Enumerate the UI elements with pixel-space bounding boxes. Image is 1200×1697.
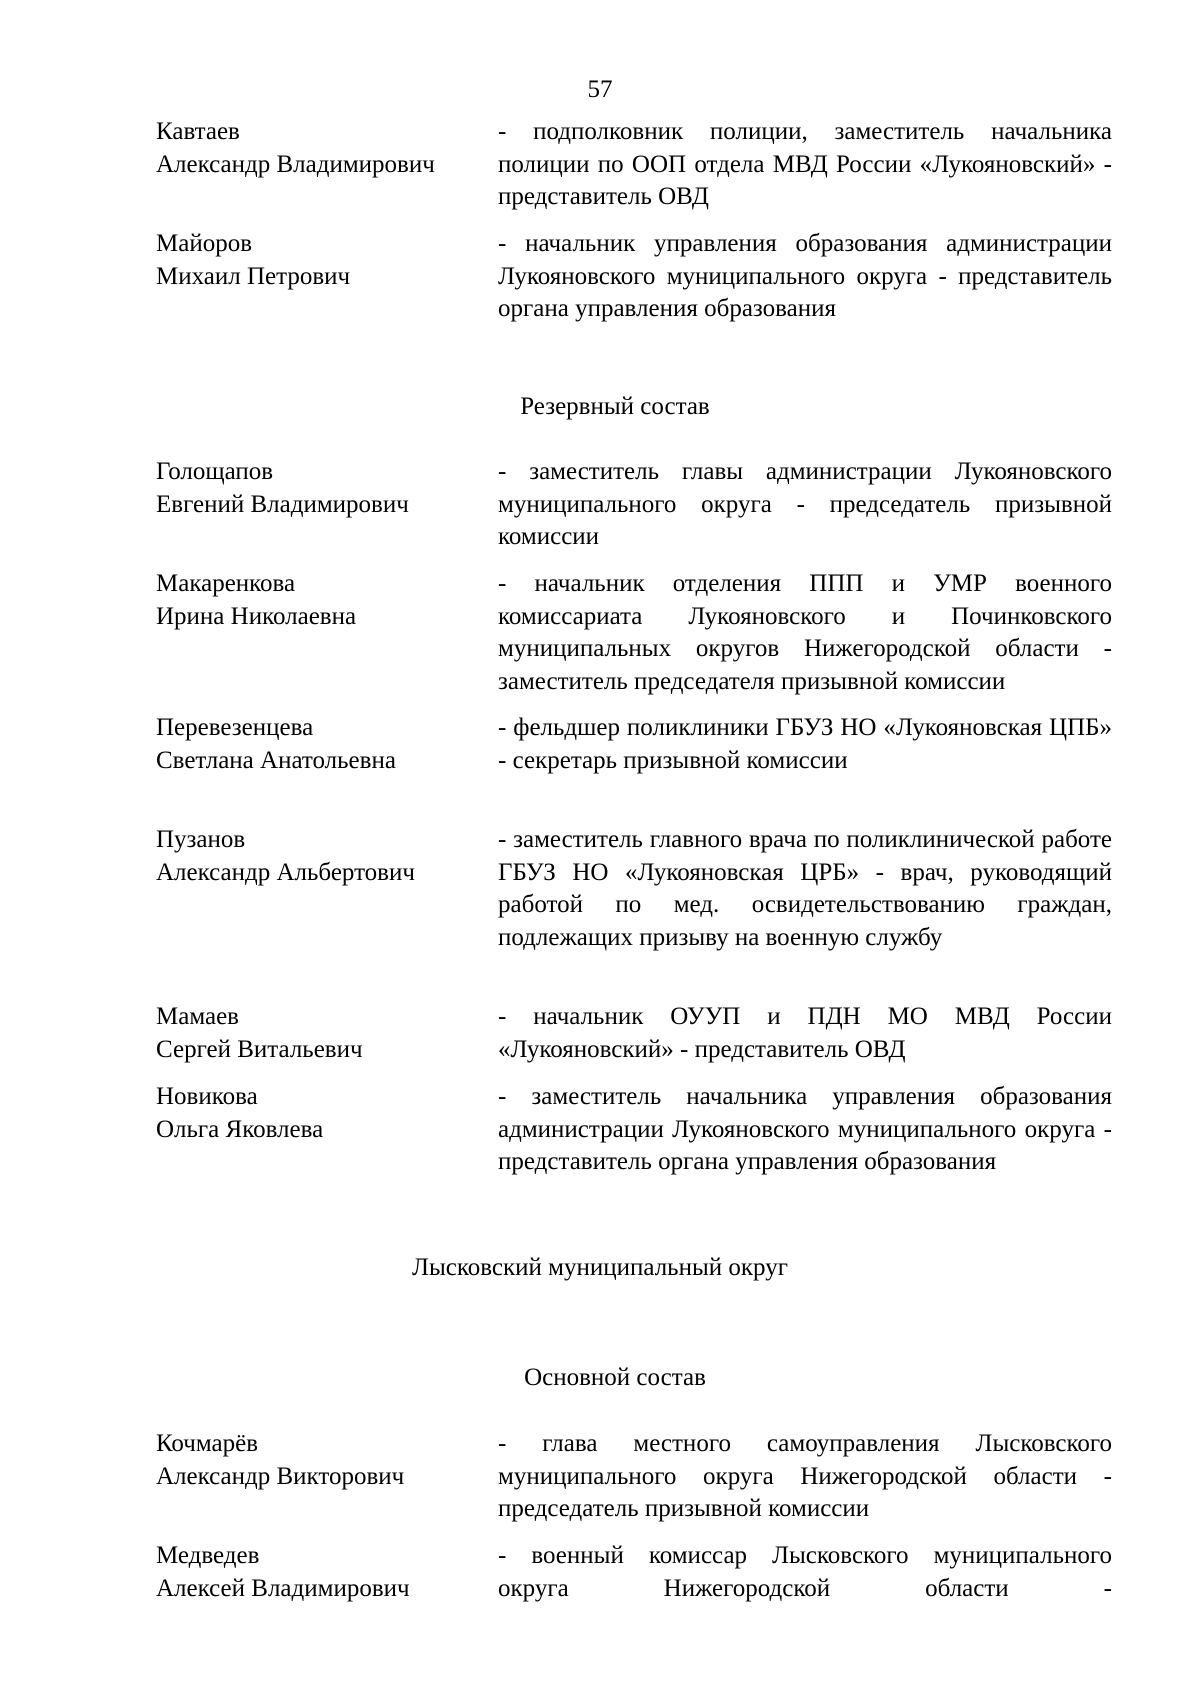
member-given-names: Алексей Владимирович xyxy=(156,1574,410,1602)
member-name xyxy=(156,1001,486,1066)
member-role: - начальник управления образования администрации Лукояновского муниципального округа - представитель органа управления образования xyxy=(498,230,1112,322)
member-surname: Мамаев xyxy=(156,1003,239,1030)
member-surname: Пузанов xyxy=(156,826,246,853)
member-name xyxy=(156,568,486,633)
member-role: - подполковник полиции, заместитель начальника полиции по ООП отдела МВД России «Лукояновский» - представитель ОВД xyxy=(498,118,1112,210)
member-surname: Новикова xyxy=(156,1083,258,1110)
member-surname: Голощапов xyxy=(156,458,274,485)
member-given-names: Александр Викторович xyxy=(156,1462,405,1490)
member-surname: Кочмарёв xyxy=(156,1430,259,1457)
member-surname: Кавтаев xyxy=(156,118,240,145)
district-heading: Лысковский муниципальный округ xyxy=(412,1254,788,1281)
member-role: - заместитель главы администрации Лукояновского муниципального округа - председатель призывной комиссии xyxy=(498,458,1112,550)
member-given-names: Светлана Анатольевна xyxy=(156,746,396,774)
member-surname: Майоров xyxy=(156,230,253,257)
member-role: - глава местного самоуправления Лысковского муниципального округа Нижегородской области - председатель призывной комиссии xyxy=(498,1430,1112,1522)
member-name xyxy=(156,116,486,181)
member-name xyxy=(156,1428,486,1493)
member-name xyxy=(156,456,486,521)
member-given-names: Александр Владимирович xyxy=(156,150,435,178)
member-name xyxy=(156,824,486,889)
member-given-names: Михаил Петрович xyxy=(156,262,351,290)
member-given-names: Ирина Николаевна xyxy=(156,602,357,630)
member-name xyxy=(156,1081,486,1146)
member-given-names: Евгений Владимирович xyxy=(156,490,409,518)
member-role: - начальник ОУУП и ПДН МО МВД России «Лукояновский» - представитель ОВД xyxy=(498,1003,1112,1063)
member-role: - начальник отделения ППП и УМР военного комиссариата Лукояновского и Починковского муниципальных округов Нижегородской области - заместитель председателя призывной комиссии xyxy=(498,570,1112,695)
member-name xyxy=(156,1540,486,1605)
member-surname: Перевезенцева xyxy=(156,714,314,741)
member-given-names: Александр Альбертович xyxy=(156,858,415,886)
member-surname: Макаренкова xyxy=(156,570,296,597)
member-role: - фельдшер поликлиники ГБУЗ НО «Лукояновская ЦПБ» - секретарь призывной комиссии xyxy=(498,714,1112,774)
member-name xyxy=(156,228,486,293)
member-surname: Медведев xyxy=(156,1542,260,1569)
member-given-names: Сергей Витальевич xyxy=(156,1035,363,1063)
section-heading-main: Основной состав xyxy=(524,1364,706,1391)
member-role: - военный комиссар Лысковского муниципального округа Нижегородской области - xyxy=(498,1542,1112,1602)
member-given-names: Ольга Яковлева xyxy=(156,1115,324,1143)
member-role: - заместитель главного врача по поликлинической работе ГБУЗ НО «Лукояновская ЦРБ» - врач, руководящий работой по мед. освидетельствованию граждан, подлежащих призыву на военную службу xyxy=(498,826,1112,951)
section-heading-reserve: Резервный состав xyxy=(520,393,710,420)
member-name xyxy=(156,712,486,777)
page-number: 57 xyxy=(587,76,613,103)
member-role: - заместитель начальника управления образования администрации Лукояновского муниципального округа - представитель органа управления образования xyxy=(498,1083,1112,1175)
